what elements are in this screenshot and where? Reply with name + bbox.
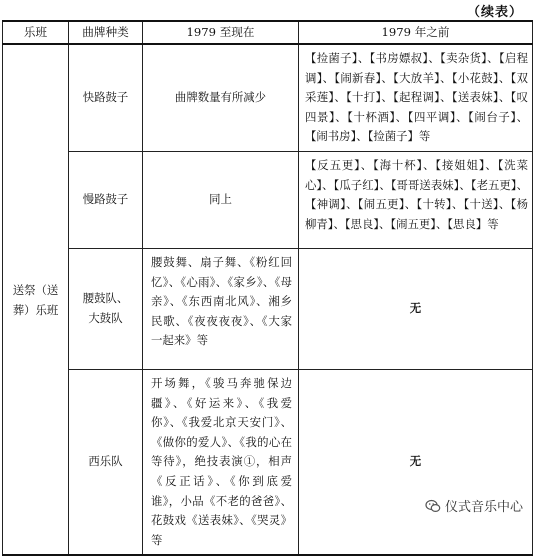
table-row (3, 151, 533, 248)
watermark (425, 496, 523, 515)
tune-type-cell (69, 248, 143, 369)
continued-label: （续表） (466, 5, 523, 20)
table-header-row (3, 21, 533, 44)
header-band: 乐班 (3, 21, 69, 44)
before-cell: 【捡菌子】、【书房嫖叔】、【卖杂货】、【启程调】、【闹新春】、【大放羊】、【小花鼓】、【双采莲】、【十打】、【起程调】、【送表妹】、【叹四景】、【十杯酒】、【四平调】、【闹台子】、【闹书房】、【捡菌子】等 (299, 44, 533, 151)
header-before: 1979 年之前 (299, 21, 533, 44)
watermark-text: 仪式音乐中心 (444, 500, 523, 515)
tune-type-cell: 快路鼓子 (69, 44, 143, 151)
before-cell: 【反五更】、【海十杯】、【接姐姐】、【洗菜心】、【瓜子红】、【哥哥送表妹】、【老五更】、【神调】、【闹五更】、【十转】、【十送】、【杨柳青】、【思良】、【闹五更】、【思良】等 (299, 151, 533, 248)
before-cell: 无 (299, 248, 533, 369)
header-tune-type: 曲牌种类 (69, 21, 143, 44)
present-cell: 同上 (143, 151, 299, 248)
table-row (3, 248, 533, 369)
band-name-cell (3, 44, 69, 555)
music-band-table (2, 20, 533, 556)
present-cell: 腰鼓舞、扇子舞、《粉红回忆》、《心雨》、《家乡》、《母亲》、《东西南北风》、湘乡民歌、《夜夜夜夜》、《大家一起来》等 (143, 248, 299, 369)
present-cell: 曲牌数量有所减少 (143, 44, 299, 151)
band-name: 送祭（送葬）乐班 (12, 282, 59, 317)
table-row (3, 369, 533, 555)
table-row (3, 44, 533, 151)
tune-type-text: 腰鼓队、大鼓队 (82, 291, 129, 325)
tune-type-cell: 慢路鼓子 (69, 151, 143, 248)
before-cell: 无 (299, 369, 533, 555)
header-present: 1979 至现在 (143, 21, 299, 44)
wechat-icon (425, 498, 441, 514)
tune-type-cell: 西乐队 (69, 369, 143, 555)
present-cell: 开场舞，《骏马奔驰保边疆》、《好运来》、《我爱你》、《我爱北京天安门》、《做你的爱人》、《我的心在等待》，绝技表演①，相声《反正话》、《你到底爱谁》，小品《不老的爸爸》、花鼓戏《送表妹》、《哭灵》等 (143, 369, 299, 555)
